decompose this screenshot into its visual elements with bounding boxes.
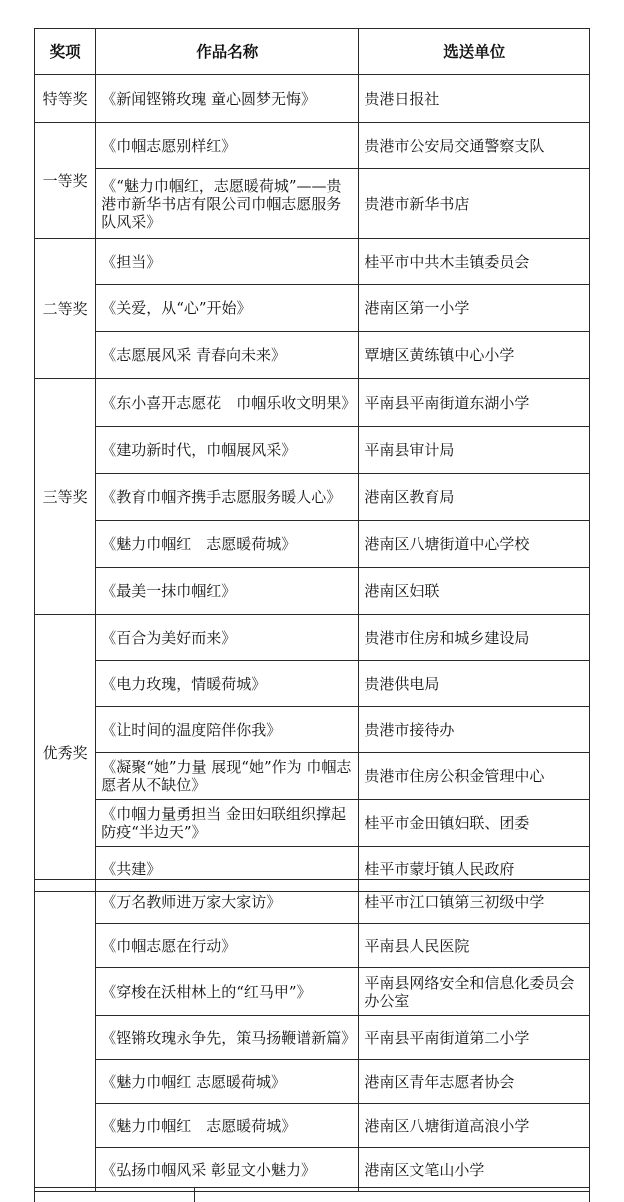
table-row — [35, 1016, 590, 1060]
table-row — [35, 880, 590, 924]
work-title-cell: 《共建》 — [96, 847, 359, 892]
award-level-cell-empty — [35, 880, 96, 1192]
submitting-unit-cell: 贵港市新华书店 — [359, 169, 590, 239]
submitting-unit-cell: 港南区青年志愿者协会 — [359, 1060, 590, 1104]
table-row — [35, 123, 590, 169]
awards-table-body — [35, 75, 590, 892]
table-row — [35, 924, 590, 968]
table-row — [35, 1104, 590, 1148]
submitting-unit-cell: 平南县网络安全和信息化委员会办公室 — [359, 968, 590, 1016]
table-header-row — [35, 29, 590, 75]
awards-table — [34, 28, 590, 892]
table-row — [35, 707, 590, 753]
submitting-unit-cell: 平南县平南街道东湖小学 — [359, 379, 590, 427]
submitting-unit-cell: 港南区文笔山小学 — [359, 1148, 590, 1192]
work-title-cell: 《万名教师进万家大家访》 — [96, 880, 359, 924]
table-cell — [35, 1188, 195, 1202]
submitting-unit-cell: 港南区第一小学 — [359, 285, 590, 332]
submitting-unit-cell: 贵港市公安局交通警察支队 — [359, 123, 590, 169]
table-row — [35, 1060, 590, 1104]
table-row — [35, 1188, 590, 1202]
submitting-unit-cell: 桂平市中共木圭镇委员会 — [359, 239, 590, 285]
table-row — [35, 379, 590, 427]
work-title-cell: 《魅力巾帼红 志愿暖荷城》 — [96, 1060, 359, 1104]
table-row — [35, 169, 590, 239]
table-row — [35, 753, 590, 800]
table-row — [35, 661, 590, 707]
submitting-unit-cell: 桂平市江口镇第三初级中学 — [359, 880, 590, 924]
work-title-cell: 《东小喜开志愿花 巾帼乐收文明果》 — [96, 379, 359, 427]
work-title-cell: 《最美一抹巾帼红》 — [96, 568, 359, 615]
table-row — [35, 239, 590, 285]
work-title-cell: 《弘扬巾帼风采 彰显文小魅力》 — [96, 1148, 359, 1192]
table-row — [35, 285, 590, 332]
work-title-cell: 《关爱，从“心”开始》 — [96, 285, 359, 332]
continued-table-body — [35, 880, 590, 1192]
submitting-unit-cell: 港南区妇联 — [359, 568, 590, 615]
awards-table-next-page-edge — [34, 1187, 590, 1202]
work-title-cell: 《新闻铿锵玫瑰 童心圆梦无悔》 — [96, 75, 359, 123]
awards-table-continued — [34, 879, 590, 1192]
work-title-cell: 《铿锵玫瑰永争先，策马扬鞭谱新篇》 — [96, 1016, 359, 1060]
work-title-cell: 《教育巾帼齐携手志愿服务暖人心》 — [96, 474, 359, 521]
submitting-unit-cell: 港南区教育局 — [359, 474, 590, 521]
header-award: 奖项 — [35, 29, 96, 75]
award-level-cell: 一等奖 — [35, 123, 96, 239]
award-level-cell: 特等奖 — [35, 75, 96, 123]
table-row — [35, 75, 590, 123]
work-title-cell: 《穿梭在沃柑林上的“红马甲”》 — [96, 968, 359, 1016]
submitting-unit-cell: 贵港日报社 — [359, 75, 590, 123]
table-row — [35, 568, 590, 615]
submitting-unit-cell: 港南区八塘街道中心学校 — [359, 521, 590, 568]
work-title-cell: 《建功新时代，巾帼展风采》 — [96, 427, 359, 474]
work-title-cell: 《巾帼力量勇担当 金田妇联组织撑起防疫“半边天”》 — [96, 800, 359, 847]
submitting-unit-cell: 覃塘区黄练镇中心小学 — [359, 332, 590, 379]
submitting-unit-cell: 桂平市金田镇妇联、团委 — [359, 800, 590, 847]
submitting-unit-cell: 贵港市住房和城乡建设局 — [359, 615, 590, 661]
submitting-unit-cell: 港南区八塘街道高浪小学 — [359, 1104, 590, 1148]
header-unit: 选送单位 — [359, 29, 590, 75]
work-title-cell: 《志愿展风采 青春向未来》 — [96, 332, 359, 379]
work-title-cell: 《巾帼志愿在行动》 — [96, 924, 359, 968]
table-row — [35, 474, 590, 521]
table-row — [35, 521, 590, 568]
work-title-cell: 《“魅力巾帼红，志愿暖荷城”——贵港市新华书店有限公司巾帼志愿服务队风采》 — [96, 169, 359, 239]
submitting-unit-cell: 贵港市住房公积金管理中心 — [359, 753, 590, 800]
submitting-unit-cell: 平南县平南街道第二小学 — [359, 1016, 590, 1060]
submitting-unit-cell: 贵港供电局 — [359, 661, 590, 707]
header-work: 作品名称 — [96, 29, 359, 75]
table-row — [35, 615, 590, 661]
work-title-cell: 《电力玫瑰，情暖荷城》 — [96, 661, 359, 707]
award-level-cell: 三等奖 — [35, 379, 96, 615]
work-title-cell: 《让时间的温度陪伴你我》 — [96, 707, 359, 753]
table-row — [35, 1148, 590, 1192]
work-title-cell: 《巾帼志愿别样红》 — [96, 123, 359, 169]
work-title-cell: 《担当》 — [96, 239, 359, 285]
submitting-unit-cell: 桂平市蒙圩镇人民政府 — [359, 847, 590, 892]
work-title-cell: 《魅力巾帼红 志愿暖荷城》 — [96, 1104, 359, 1148]
submitting-unit-cell: 贵港市接待办 — [359, 707, 590, 753]
submitting-unit-cell: 平南县人民医院 — [359, 924, 590, 968]
table-cell — [195, 1188, 590, 1202]
table-row — [35, 427, 590, 474]
work-title-cell: 《百合为美好而来》 — [96, 615, 359, 661]
table-row — [35, 332, 590, 379]
award-level-cell: 二等奖 — [35, 239, 96, 379]
table-row — [35, 968, 590, 1016]
award-level-cell: 优秀奖 — [35, 615, 96, 892]
table-row — [35, 800, 590, 847]
submitting-unit-cell: 平南县审计局 — [359, 427, 590, 474]
work-title-cell: 《凝聚“她”力量 展现“她”作为 巾帼志愿者从不缺位》 — [96, 753, 359, 800]
work-title-cell: 《魅力巾帼红 志愿暖荷城》 — [96, 521, 359, 568]
